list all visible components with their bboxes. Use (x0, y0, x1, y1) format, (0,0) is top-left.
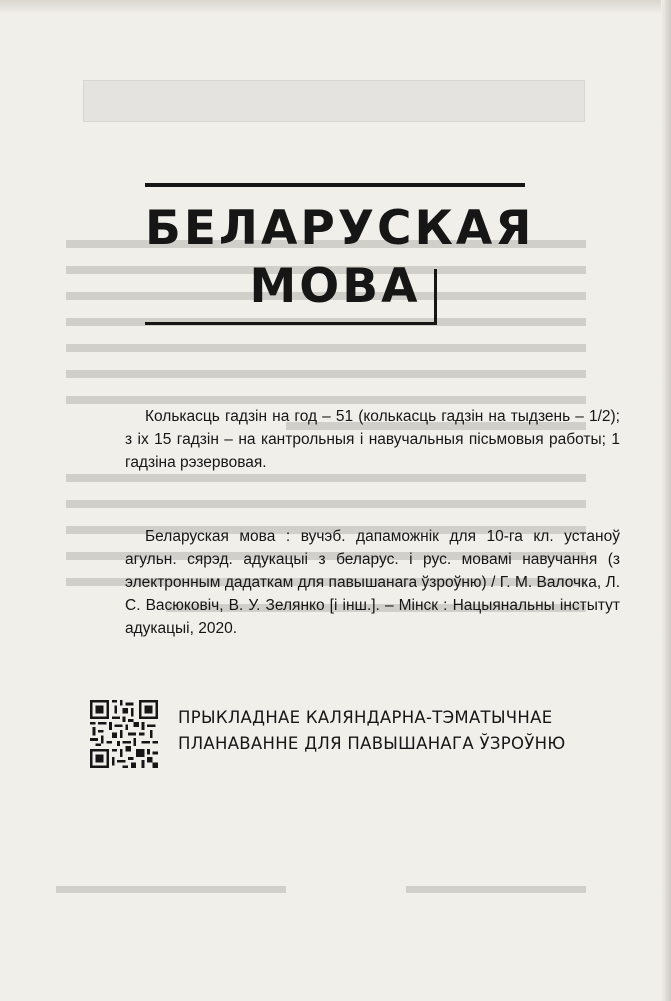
title-frame-horizontal (145, 322, 437, 325)
qr-code-icon[interactable] (90, 700, 158, 768)
ghost-footer (56, 880, 586, 900)
ghost-heading-band (83, 80, 585, 122)
title-frame-vertical (434, 269, 437, 325)
bibliographic-reference: Беларуская мова : вучэб. дапаможнік для 10-га кл. устаноў агульн. сярэд. адукацыі з беларус. і рус. мовамі навучання (з электронным дадаткам для павышанага ўзроўню) / Г. М. Валочка, Л. С. Васюковіч, В. У. Зелянко [і інш.]. – Мінск : Нацыянальны інстытут адукацыі, 2020. (125, 528, 620, 637)
book-title-line-1: БЕЛАРУСКАЯ (145, 201, 535, 256)
page-edge (0, 0, 671, 14)
supplement-banner-line-1: ПРЫКЛАДНАЕ КАЛЯНДАРНА-ТЭМАТЫЧНАЕ (178, 708, 553, 727)
book-title (145, 201, 535, 320)
hours-note: Колькасць гадзін на год – 51 (колькасць гадзін на тыдзень – 1/2); з іх 15 гадзін – на кантрольныя і навучальныя пісьмовыя работы; 1 гадзіна рэзервовая. (125, 408, 620, 471)
title-top-rule (145, 183, 525, 187)
supplement-banner-line-2: ПЛАНАВАННЕ ДЛЯ ПАВЫШАНАГА ЎЗРОЎНЮ (178, 734, 566, 753)
page-edge-shadow (661, 0, 671, 1001)
book-title-line-2: МОВА (249, 259, 421, 314)
supplement-banner (178, 705, 618, 757)
